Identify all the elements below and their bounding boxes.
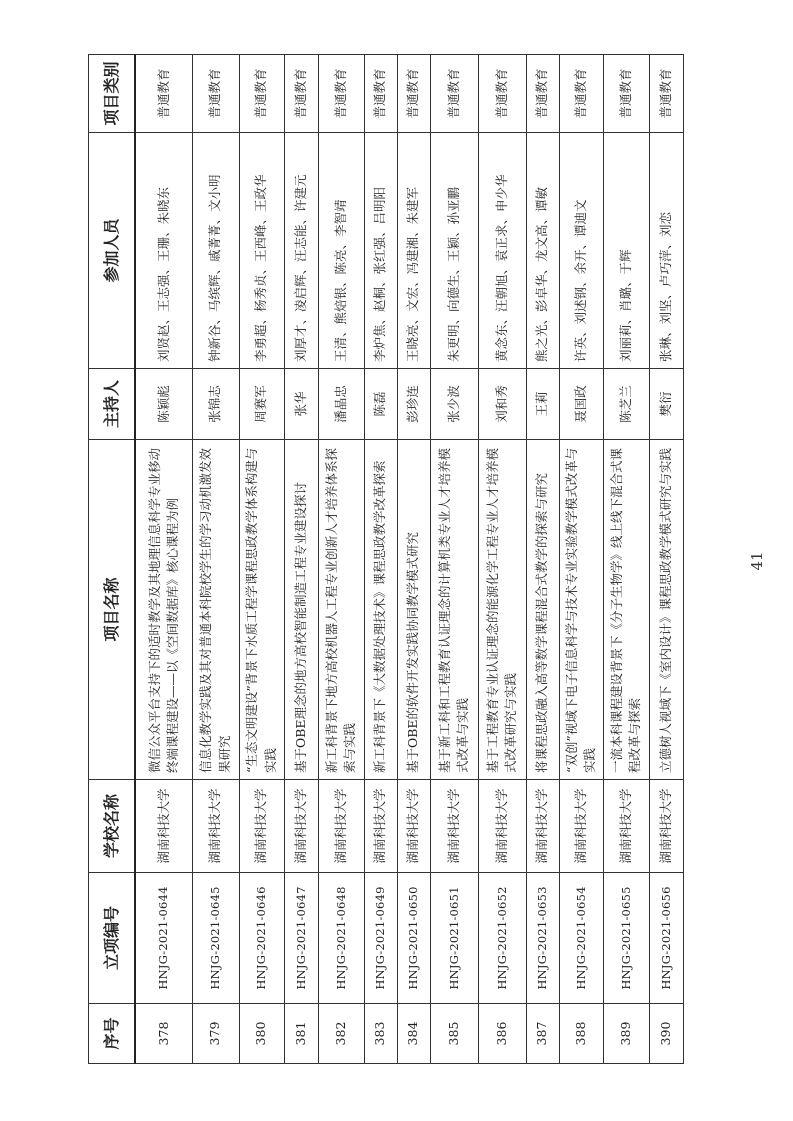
cell-members: 张琳、刘坚、卢巧萍、刘恋 — [649, 133, 683, 369]
cell-project: 新工科背景下《大数据处理技术》课程思政教学改革探索 — [364, 440, 397, 780]
table-row — [239, 55, 284, 1064]
cell-category: 普通教育 — [559, 55, 603, 133]
cell-members: 刘贤赵、王志强、王珊、朱晓东 — [135, 133, 192, 369]
cell-project: “双创”视域下电子信息科学与技术专业实验教学模式改革与实践 — [559, 440, 603, 780]
cell-school: 湖南科技大学 — [649, 780, 683, 873]
cell-school: 湖南科技大学 — [397, 780, 430, 873]
table-row — [318, 55, 364, 1064]
cell-index: 383 — [364, 1004, 397, 1064]
cell-members: 刘厚才、凌启辉、汪志能、许建元 — [284, 133, 318, 369]
cell-code: HNJG-2021-0655 — [603, 873, 649, 1004]
cell-leader: 王莉 — [526, 369, 559, 440]
cell-code: HNJG-2021-0649 — [364, 873, 397, 1004]
cell-project: 信息化教学实践及其对普通本科院校学生的学习动机激发效果研究 — [192, 440, 239, 780]
table-row — [135, 55, 192, 1064]
cell-category: 普通教育 — [364, 55, 397, 133]
cell-school: 湖南科技大学 — [603, 780, 649, 873]
cell-code: HNJG-2021-0653 — [526, 873, 559, 1004]
cell-project: 将课程思政融入高等数学课程混合式教学的探索与研究 — [526, 440, 559, 780]
cell-school: 湖南科技大学 — [430, 780, 478, 873]
cell-index: 381 — [284, 1004, 318, 1064]
table-row — [364, 55, 397, 1064]
cell-index: 390 — [649, 1004, 683, 1064]
cell-school: 湖南科技大学 — [192, 780, 239, 873]
cell-leader: 张少波 — [430, 369, 478, 440]
cell-school: 湖南科技大学 — [284, 780, 318, 873]
table-header-row — [89, 55, 136, 1064]
cell-project: 微信公众平台支持下的适时教学及其地理信息科学专业移动终端课程建设——以《空间数据库》核心课程为例 — [135, 440, 192, 780]
cell-code: HNJG-2021-0652 — [478, 873, 526, 1004]
table-row — [192, 55, 239, 1064]
header-code: 立项编号 — [89, 873, 136, 1004]
cell-code: HNJG-2021-0647 — [284, 873, 318, 1004]
cell-leader: 陈颖彪 — [135, 369, 192, 440]
cell-school: 湖南科技大学 — [135, 780, 192, 873]
table-row — [649, 55, 683, 1064]
cell-members: 许英、刘述钢、余开、谭迪文 — [559, 133, 603, 369]
cell-code: HNJG-2021-0656 — [649, 873, 683, 1004]
cell-members: 钟新谷、马缤辉、戚菁菁、文小明 — [192, 133, 239, 369]
cell-category: 普通教育 — [430, 55, 478, 133]
cell-leader: 张锦志 — [192, 369, 239, 440]
cell-category: 普通教育 — [397, 55, 430, 133]
cell-index: 380 — [239, 1004, 284, 1064]
cell-school: 湖南科技大学 — [239, 780, 284, 873]
cell-leader: 聂国政 — [559, 369, 603, 440]
cell-index: 385 — [430, 1004, 478, 1064]
cell-leader: 张华 — [284, 369, 318, 440]
cell-members: 李勇超、杨秀贞、王西峰、王政华 — [239, 133, 284, 369]
cell-school: 湖南科技大学 — [364, 780, 397, 873]
cell-project: 基于新工科和工程教育认证理念的计算机类专业人才培养模式改革与实践 — [430, 440, 478, 780]
cell-leader: 陈磊 — [364, 369, 397, 440]
cell-project: 一流本科课程建设背景下《分子生物学》线上线下混合式课程改革与探索 — [603, 440, 649, 780]
cell-code: HNJG-2021-0650 — [397, 873, 430, 1004]
cell-project: 立德树人视域下《室内设计》课程思政教学模式研究与实践 — [649, 440, 683, 780]
cell-category: 普通教育 — [192, 55, 239, 133]
cell-index: 384 — [397, 1004, 430, 1064]
cell-leader: 潘晶忠 — [318, 369, 364, 440]
cell-index: 386 — [478, 1004, 526, 1064]
cell-members: 李炉焦、赵桐、张红强、吕明阳 — [364, 133, 397, 369]
cell-index: 389 — [603, 1004, 649, 1064]
cell-leader: 陈芝兰 — [603, 369, 649, 440]
table-row — [603, 55, 649, 1064]
cell-code: HNJG-2021-0646 — [239, 873, 284, 1004]
cell-category: 普通教育 — [649, 55, 683, 133]
cell-code: HNJG-2021-0645 — [192, 873, 239, 1004]
header-index: 序号 — [89, 1004, 136, 1064]
cell-school: 湖南科技大学 — [478, 780, 526, 873]
header-project: 项目名称 — [89, 440, 136, 780]
header-category: 项目类别 — [89, 55, 136, 133]
cell-project: 基于OBE理念的地方高校智能制造工程专业建设探讨 — [284, 440, 318, 780]
header-members: 参加人员 — [89, 133, 136, 369]
cell-code: HNJG-2021-0644 — [135, 873, 192, 1004]
cell-index: 379 — [192, 1004, 239, 1064]
table-row — [526, 55, 559, 1064]
cell-code: HNJG-2021-0648 — [318, 873, 364, 1004]
cell-index: 388 — [559, 1004, 603, 1064]
header-school: 学校名称 — [89, 780, 136, 873]
cell-school: 湖南科技大学 — [318, 780, 364, 873]
cell-index: 378 — [135, 1004, 192, 1064]
cell-members: 熊之光、彭卓华、龙文高、谭敏 — [526, 133, 559, 369]
cell-members: 王晓亮、文宏、冯建湘、朱建军 — [397, 133, 430, 369]
table-row — [284, 55, 318, 1064]
cell-project: 基于工程教育专业认证理念的能源化学工程专业人才培养模式改革研究与实践 — [478, 440, 526, 780]
cell-school: 湖南科技大学 — [526, 780, 559, 873]
cell-leader: 周赛军 — [239, 369, 284, 440]
cell-category: 普通教育 — [284, 55, 318, 133]
table-row — [559, 55, 603, 1064]
cell-members: 刘丽莉、肖璐、于辉 — [603, 133, 649, 369]
table-body — [135, 55, 683, 1064]
cell-code: HNJG-2021-0654 — [559, 873, 603, 1004]
cell-leader: 刘和秀 — [478, 369, 526, 440]
cell-category: 普通教育 — [239, 55, 284, 133]
cell-category: 普通教育 — [526, 55, 559, 133]
table-row — [430, 55, 478, 1064]
cell-leader: 樊衍 — [649, 369, 683, 440]
cell-category: 普通教育 — [318, 55, 364, 133]
table-row — [478, 55, 526, 1064]
page-number: 41 — [748, 551, 766, 571]
cell-members: 朱更明、向德生、王颖、孙亚鹏 — [430, 133, 478, 369]
cell-members: 黄念东、汪朝旭、袁正求、申少华 — [478, 133, 526, 369]
cell-index: 387 — [526, 1004, 559, 1064]
cell-school: 湖南科技大学 — [559, 780, 603, 873]
cell-project: 新工科背景下地方高校机器人工程专业创新人才培养体系探索与实践 — [318, 440, 364, 780]
cell-leader: 彭珍连 — [397, 369, 430, 440]
cell-category: 普通教育 — [135, 55, 192, 133]
cell-category: 普通教育 — [603, 55, 649, 133]
header-leader: 主持人 — [89, 369, 136, 440]
cell-members: 王清、熊焙银、陈亮、李智靖 — [318, 133, 364, 369]
cell-project: 基于OBE的软件开发实践协同教学模式研究 — [397, 440, 430, 780]
cell-index: 382 — [318, 1004, 364, 1064]
cell-code: HNJG-2021-0651 — [430, 873, 478, 1004]
project-table — [88, 54, 684, 1064]
cell-category: 普通教育 — [478, 55, 526, 133]
table-row — [397, 55, 430, 1064]
cell-project: “生态文明建设”背景下水质工程学课程思政教学体系构建与实践 — [239, 440, 284, 780]
